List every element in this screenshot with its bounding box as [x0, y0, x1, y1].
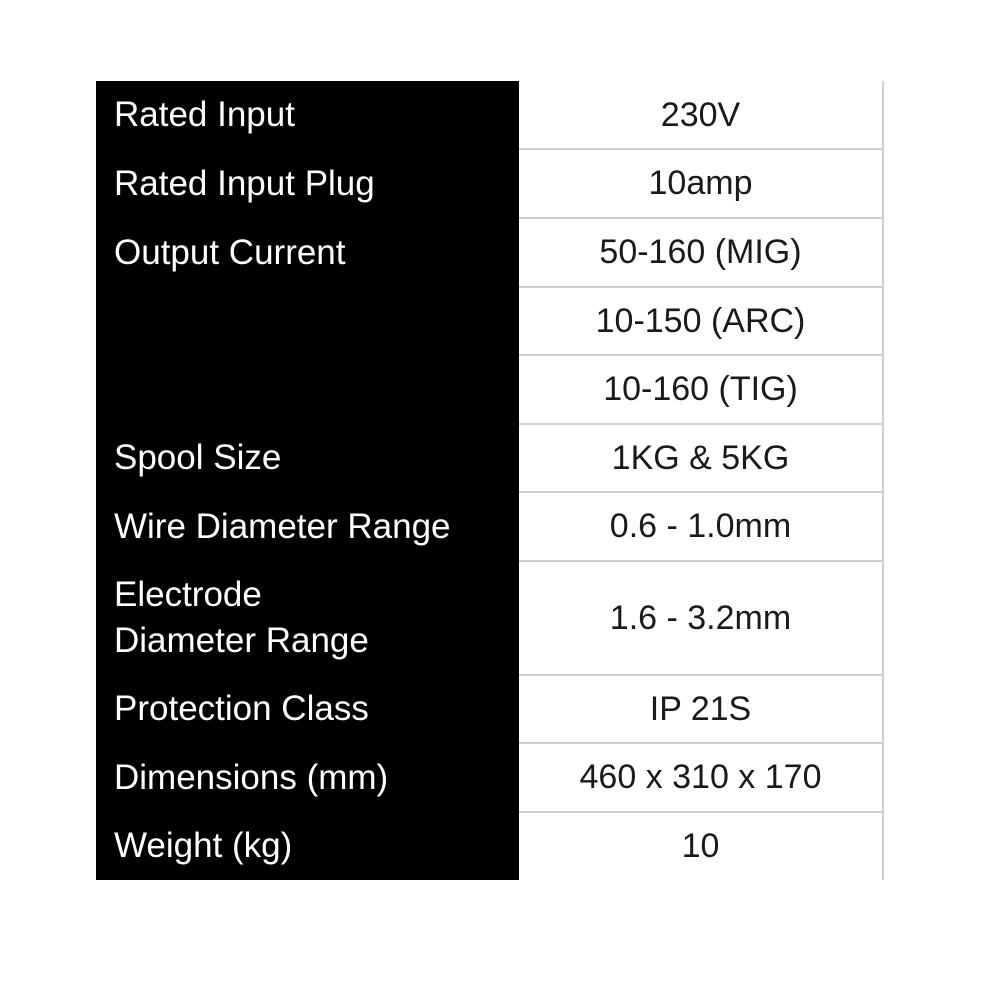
spec-label: Spool Size — [114, 438, 282, 477]
spec-row-dimensions — [96, 743, 884, 812]
spec-label — [114, 355, 514, 424]
spec-value: 460 x 310 x 170 — [579, 758, 822, 796]
spec-value: 10amp — [648, 164, 753, 202]
spec-value: IP 21S — [649, 689, 752, 728]
spec-row-spool-size — [96, 424, 884, 492]
spec-row-output-current-mig — [96, 218, 884, 287]
spec-row-rated-input-plug — [96, 149, 884, 218]
spec-label: Weight (kg) — [114, 826, 293, 865]
spec-value: 10 — [681, 826, 720, 865]
spec-row-electrode-diameter — [96, 561, 884, 675]
spec-value: 230V — [660, 95, 741, 134]
spec-table — [96, 81, 884, 880]
spec-label — [114, 287, 514, 355]
spec-row-protection-class — [96, 675, 884, 743]
spec-value: 1KG & 5KG — [611, 438, 790, 477]
spec-value: 10-150 (ARC) — [595, 301, 806, 340]
spec-row-weight — [96, 812, 884, 880]
spec-row-wire-diameter — [96, 492, 884, 561]
spec-label: Protection Class — [114, 689, 369, 728]
spec-label: Rated Input — [114, 95, 295, 134]
spec-row-output-current-arc — [96, 287, 884, 355]
spec-value: 1.6 - 3.2mm — [609, 598, 792, 637]
spec-value: 50-160 (MIG) — [599, 233, 802, 271]
spec-row-rated-input — [96, 81, 884, 149]
spec-label: Output Current — [114, 232, 346, 272]
spec-label: Rated Input Plug — [114, 163, 375, 203]
spec-label: Electrode Diameter Range — [114, 575, 369, 660]
spec-value: 0.6 - 1.0mm — [609, 507, 792, 545]
spec-label: Wire Diameter Range — [114, 506, 451, 546]
spec-value: 10-160 (TIG) — [603, 370, 798, 408]
spec-label: Dimensions (mm) — [114, 757, 389, 797]
spec-row-output-current-tig — [96, 355, 884, 424]
